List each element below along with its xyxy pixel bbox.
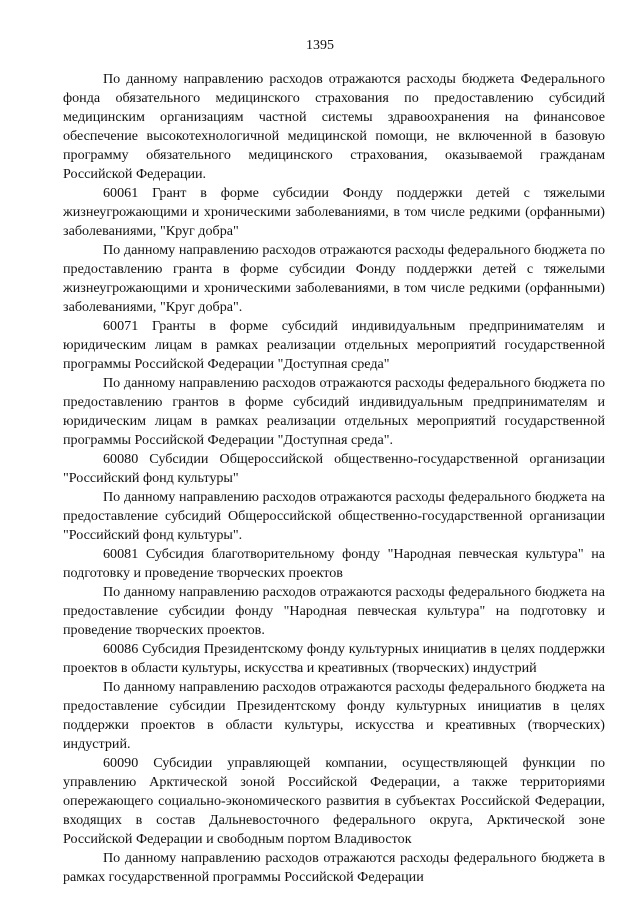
paragraph-60071-title: 60071 Гранты в форме субсидий индивидуальным предпринимателям и юридическим лицам в рамках реализации отдельных мероприятий государственной программы Российской Федерации "Доступная среда"	[63, 318, 605, 372]
document-body	[63, 70, 605, 887]
paragraph-60081-description: По данному направлению расходов отражаются расходы федерального бюджета на предоставление субсидии фонду "Народная певческая культура" на подготовку и проведение творческих проектов.	[63, 584, 605, 638]
paragraph-60061-title: 60061 Грант в форме субсидии Фонду поддержки детей с тяжелыми жизнеугрожающими и хроническими заболеваниями, в том числе редкими (орфанными) заболеваниями, "Круг добра"	[63, 185, 605, 239]
paragraph-60080-title: 60080 Субсидии Общероссийской общественно-государственной организации "Российский фонд культуры"	[63, 451, 605, 486]
paragraph-60086-title: 60086 Субсидия Президентскому фонду культурных инициатив в целях поддержки проектов в области культуры, искусства и креативных (творческих) индустрий	[63, 641, 605, 676]
paragraph-60090-description: По данному направлению расходов отражаются расходы федерального бюджета в рамках государственной программы Российской Федерации	[63, 850, 605, 885]
paragraph-60071-description: По данному направлению расходов отражаются расходы федерального бюджета по предоставлению грантов в форме субсидий индивидуальным предпринимателям и юридическим лицам в рамках реализации отдельных мероприятий государственной программы Российской Федерации "Доступная среда".	[63, 375, 605, 448]
paragraph-60090-title: 60090 Субсидии управляющей компании, осуществляющей функции по управлению Арктической зоной Российской Федерации, а также территориями опережающего социально-экономического развития в субъектах Российской Федерации, входящих в состав Дальневосточного федерального округа, Арктической зоне Российской Федерации и свободным портом Владивосток	[63, 755, 605, 847]
paragraph-60080-description: По данному направлению расходов отражаются расходы федерального бюджета на предоставление субсидий Общероссийской общественно-государственной организации "Российский фонд культуры".	[63, 489, 605, 543]
paragraph-60061-description: По данному направлению расходов отражаются расходы федерального бюджета по предоставлению гранта в форме субсидии Фонду поддержки детей с тяжелыми жизнеугрожающими и хроническими заболеваниями, в том числе редкими (орфанными) заболеваниями, "Круг добра".	[63, 242, 605, 315]
paragraph-60086-description: По данному направлению расходов отражаются расходы федерального бюджета на предоставление субсидии Президентскому фонду культурных инициатив в целях поддержки проектов в области культуры, искусства и креативных (творческих) индустрий.	[63, 679, 605, 752]
page-number: 1395	[306, 38, 334, 53]
paragraph-ffoms-intro: По данному направлению расходов отражаются расходы бюджета Федерального фонда обязательного медицинского страхования по предоставлению субсидий медицинским организациям частной системы здравоохранения на финансовое обеспечение высокотехнологичной медицинской помощи, не включенной в базовую программу обязательного медицинского страхования, оказываемой гражданам Российской Федерации.	[63, 71, 605, 182]
paragraph-60081-title: 60081 Субсидия благотворительному фонду "Народная певческая культура" на подготовку и проведение творческих проектов	[63, 546, 605, 581]
